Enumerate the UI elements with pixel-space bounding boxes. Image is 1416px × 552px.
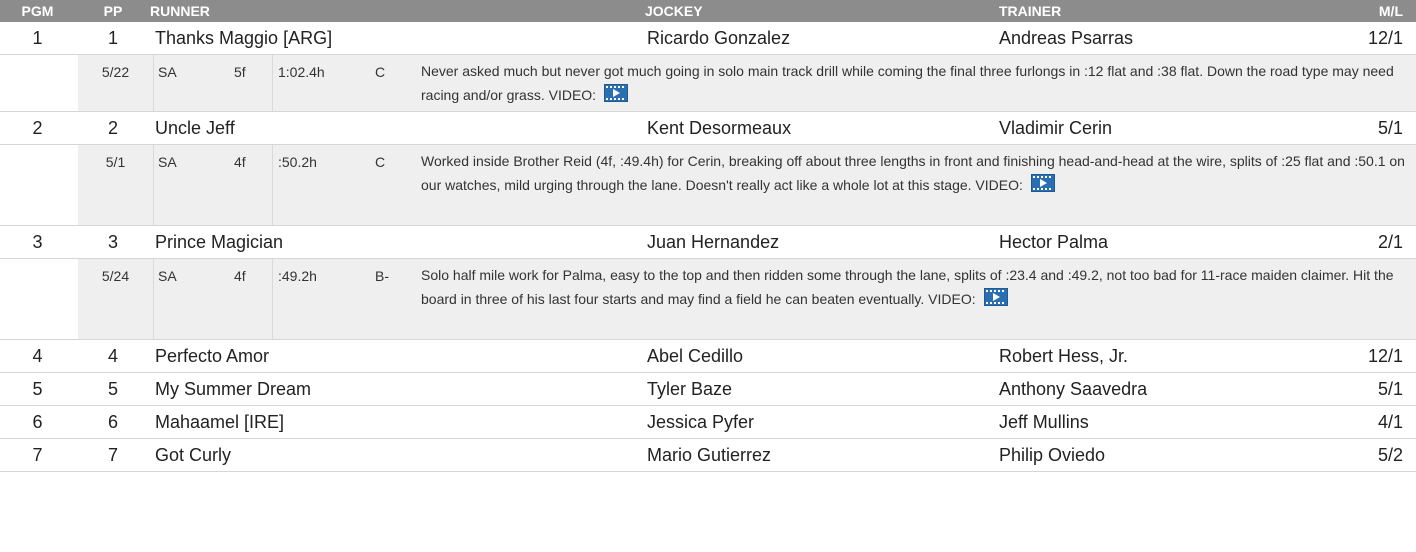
workout-date: 5/22 [101,64,130,80]
workout-divider [153,259,154,339]
entry-row [0,373,1416,406]
workout-time: :49.2h [278,268,317,284]
entry-pp: 4 [107,346,118,366]
entry-pgm: 3 [32,232,43,252]
workout-note-text: Solo half mile work for Palma, easy to the top and then ridden some through the lane, splits of :23.4 and :49.2, not too bad for 11-race maiden claimer. Hit the board in three of his last four starts and may find a field he can beaten eventually. VIDEO: [421,267,1394,307]
entry-runner[interactable]: My Summer Dream [155,379,312,399]
workout-note [421,263,1406,311]
workout-row [0,145,1416,226]
entry-pgm: 7 [32,445,43,465]
workout-note [421,149,1406,197]
workout-divider [272,145,273,225]
header-trainer[interactable]: TRAINER [999,3,1062,19]
workout-note-text: Never asked much but never got much going in solo main track drill while coming the final three furlongs in :12 flat and :38 flat. Down the road type may need racing and/or grass. VIDEO: [421,63,1394,103]
entry-ml: 2/1 [1377,232,1403,252]
workout-row [0,259,1416,340]
workout-divider [153,55,154,111]
workout-time: :50.2h [278,154,317,170]
workout-divider [153,145,154,225]
entry-jockey[interactable]: Jessica Pyfer [647,412,755,432]
entry-trainer[interactable]: Hector Palma [999,232,1109,252]
entry-jockey[interactable]: Tyler Baze [647,379,733,399]
header-pp[interactable]: PP [103,3,123,19]
entry-pp: 6 [107,412,118,432]
entry-ml: 5/1 [1377,379,1403,399]
workout-panel [78,145,1416,225]
entry-pp: 5 [107,379,118,399]
entry-row [0,340,1416,373]
video-icon[interactable] [984,288,1008,306]
entry-runner[interactable]: Prince Magician [155,232,284,252]
entry-pgm: 6 [32,412,43,432]
workout-track: SA [158,268,177,284]
workout-note-text: Worked inside Brother Reid (4f, :49.4h) for Cerin, breaking off about three lengths in front and finishing head-and-head at the wire, splits of :25 flat and :50.1 on our watches, mild urging through the lane. Doesn't really act like a whole lot at this stage. VIDEO: [421,153,1405,193]
entry-pgm: 1 [32,28,43,48]
entry-runner[interactable]: Thanks Maggio [ARG] [155,28,333,48]
entry-runner[interactable]: Mahaamel [IRE] [155,412,285,432]
entry-trainer[interactable]: Jeff Mullins [999,412,1089,432]
workout-date: 5/24 [101,268,130,284]
video-icon[interactable] [604,84,628,102]
entry-runner[interactable]: Uncle Jeff [155,118,235,138]
entry-row [0,22,1416,55]
workout-track: SA [158,154,177,170]
header-pgm[interactable]: PGM [21,3,54,19]
entry-ml: 5/1 [1377,118,1403,138]
entry-jockey[interactable]: Ricardo Gonzalez [647,28,791,48]
workout-distance: 5f [234,64,246,80]
entry-pp: 3 [107,232,118,252]
header-jockey[interactable]: JOCKEY [645,3,703,19]
entry-trainer[interactable]: Philip Oviedo [999,445,1106,465]
workout-grade: C [375,154,386,170]
entry-ml: 5/2 [1377,445,1403,465]
entry-pp: 7 [107,445,118,465]
entry-row [0,112,1416,145]
workout-note [421,59,1406,107]
workout-date: 5/1 [105,154,126,170]
workout-panel [78,55,1416,111]
workout-divider [272,55,273,111]
table-header [0,0,1416,22]
workout-grade: C [375,64,386,80]
entry-pgm: 4 [32,346,43,366]
entry-runner[interactable]: Perfecto Amor [155,346,270,366]
entry-ml: 12/1 [1367,346,1403,366]
entry-jockey[interactable]: Kent Desormeaux [647,118,792,138]
workout-distance: 4f [234,154,246,170]
entry-trainer[interactable]: Vladimir Cerin [999,118,1113,138]
entry-ml: 4/1 [1377,412,1403,432]
workout-distance: 4f [234,268,246,284]
workout-panel [78,259,1416,339]
workout-track: SA [158,64,177,80]
entry-row [0,226,1416,259]
entry-runner[interactable]: Got Curly [155,445,232,465]
entry-ml: 12/1 [1367,28,1403,48]
entry-row [0,406,1416,439]
header-runner[interactable]: RUNNER [150,3,210,19]
entry-trainer[interactable]: Anthony Saavedra [999,379,1148,399]
entry-trainer[interactable]: Andreas Psarras [999,28,1134,48]
workout-divider [272,259,273,339]
entry-pp: 1 [107,28,118,48]
entry-trainer[interactable]: Robert Hess, Jr. [999,346,1129,366]
entry-row [0,439,1416,472]
entry-pgm: 2 [32,118,43,138]
entry-jockey[interactable]: Abel Cedillo [647,346,744,366]
entry-pp: 2 [107,118,118,138]
entry-jockey[interactable]: Mario Gutierrez [647,445,772,465]
video-icon[interactable] [1031,174,1055,192]
entry-jockey[interactable]: Juan Hernandez [647,232,780,252]
header-ml[interactable]: M/L [1378,3,1403,19]
workout-time: 1:02.4h [278,64,325,80]
entry-pgm: 5 [32,379,43,399]
workout-grade: B- [375,268,389,284]
workout-row [0,55,1416,112]
